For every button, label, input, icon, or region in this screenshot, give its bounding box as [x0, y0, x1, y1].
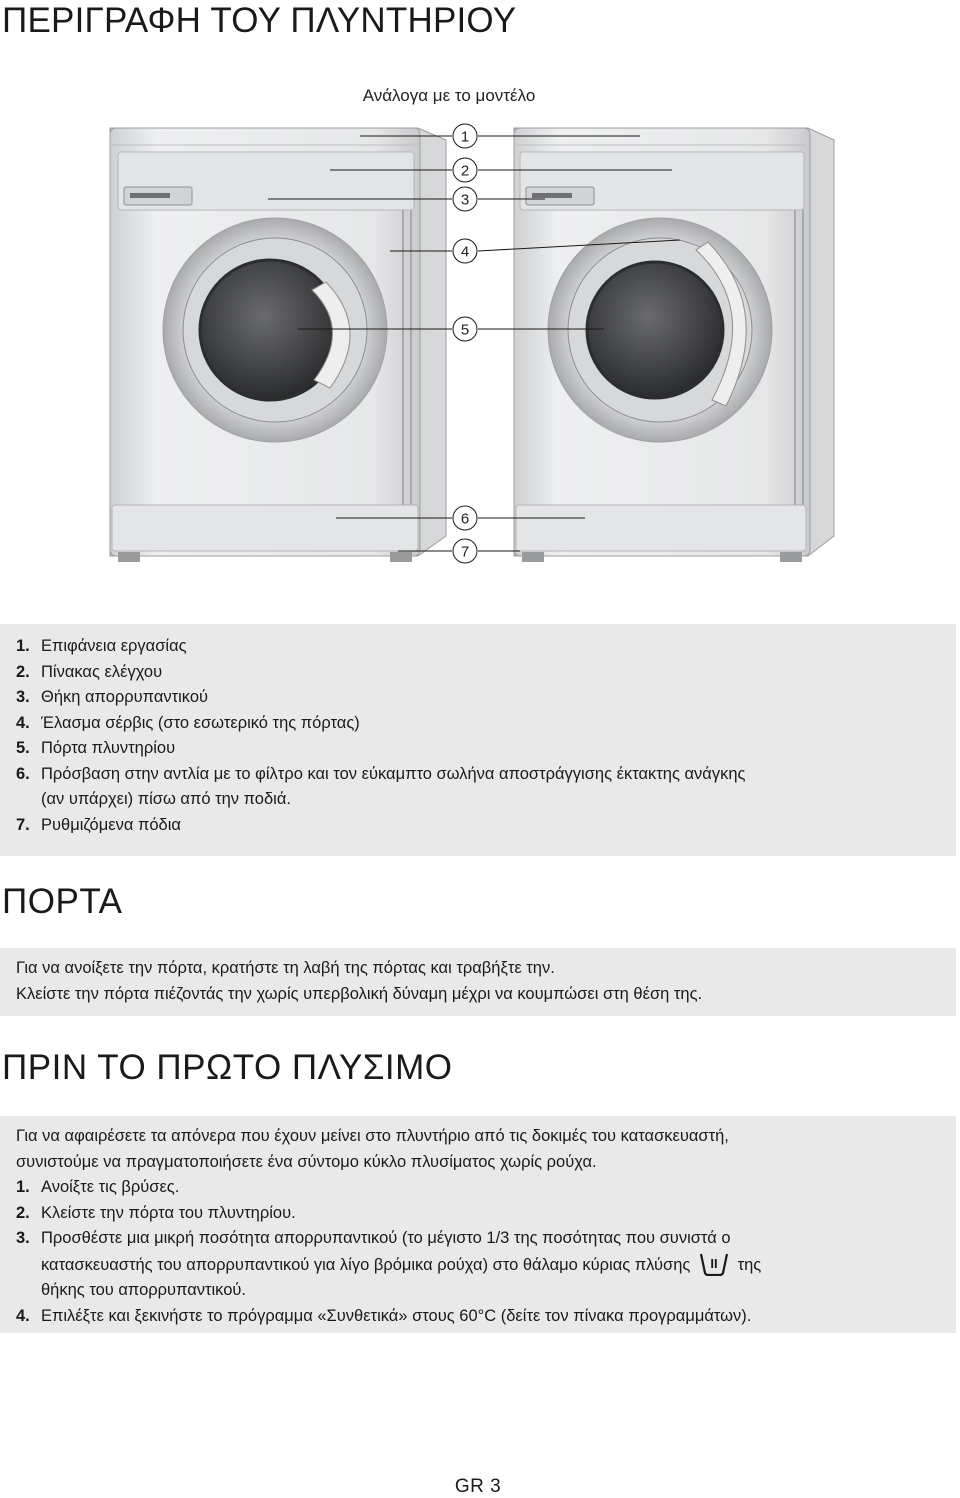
list-item-text: Ρυθμιζόμενα πόδια: [41, 815, 181, 834]
list-item-number: 6.: [16, 764, 30, 783]
washing-machines-illustration: [0, 0, 960, 600]
page-title: ΠΕΡΙΓΡΑΦΗ ΤΟΥ ΠΛΥΝΤΗΡΙΟΥ: [2, 1, 517, 40]
callout-7-label: 7: [460, 543, 470, 561]
washing-machine-right: [514, 128, 834, 562]
list-item-number: 7.: [16, 815, 30, 834]
list-item: [0, 634, 956, 660]
parts-list: [0, 634, 956, 838]
first-wash-box: [0, 1116, 956, 1333]
callout-5: [453, 317, 477, 341]
intro-line: Για να αφαιρέσετε τα απόνερα που έχουν μείνει στο πλυντήριο από τις δοκιμές του κατασκευαστή,: [16, 1127, 729, 1145]
callout-4: [453, 239, 477, 263]
list-item-text: Πόρτα πλυντηρίου: [41, 739, 176, 757]
main-wash-icon-label: II: [710, 1255, 718, 1271]
step-item: [16, 1201, 956, 1227]
step-number: 3.: [16, 1229, 30, 1247]
list-item-number: 2.: [16, 662, 30, 681]
parts-list-box: [0, 624, 956, 856]
callout-2: [453, 158, 477, 182]
step-item: [16, 1175, 956, 1201]
first-wash-content: [0, 1124, 956, 1329]
callout-7: [453, 539, 477, 563]
callout-3: [453, 187, 477, 211]
list-item-text: Έλασμα σέρβις (στο εσωτερικό της πόρτας): [41, 713, 360, 732]
list-item-text-continued: (αν υπάρχει) πίσω από την ποδιά.: [41, 790, 291, 808]
list-item: [0, 813, 956, 839]
illustration-caption: Ανάλογα με το μοντέλο: [362, 86, 536, 105]
step-item: [16, 1304, 956, 1330]
step-number: 2.: [16, 1203, 30, 1222]
first-wash-steps: [16, 1175, 956, 1329]
list-item-number: 1.: [16, 637, 30, 655]
step-number: 4.: [16, 1306, 30, 1325]
callout-1: [453, 124, 477, 148]
step-text: θήκης του απορρυπαντικού.: [41, 1281, 247, 1299]
washing-machine-left: [110, 128, 446, 562]
step-item: [16, 1226, 956, 1304]
list-item-number: 3.: [16, 688, 30, 706]
list-item: [0, 660, 956, 686]
door-instruction-line: Κλείστε την πόρτα πιέζοντάς την χωρίς υπερβολική δύναμη μέχρι να κουμπώσει στη θέση της.: [16, 984, 703, 1003]
list-item-text: Θήκη απορρυπαντικού: [41, 688, 209, 706]
step-text: της: [737, 1255, 762, 1274]
door-instructions-box: [0, 948, 956, 1016]
step-text: Κλείστε την πόρτα του πλυντηρίου.: [41, 1203, 296, 1222]
list-item-number: 4.: [16, 713, 30, 732]
callout-6: [453, 506, 477, 530]
list-item-text: Πρόσβαση στην αντλία με το φίλτρο και τον εύκαμπτο σωλήνα αποστράγγισης έκτακτης ανάγκης: [41, 764, 746, 783]
list-item-text: Πίνακας ελέγχου: [41, 662, 163, 681]
callout-2-label: 2: [460, 162, 470, 180]
list-item: [0, 685, 956, 711]
door-instructions: [0, 956, 956, 1007]
main-wash-icon: [699, 1252, 729, 1276]
list-item: [0, 711, 956, 737]
page-number: GR 3: [454, 1476, 502, 1497]
callout-5-label: 5: [460, 321, 470, 339]
callout-3-label: 3: [460, 191, 470, 209]
step-text: κατασκευαστής του απορρυπαντικού για λίγο βρόμικα ρούχα) στο θάλαμο κύριας πλύσης: [41, 1255, 691, 1274]
callout-6-label: 6: [460, 510, 470, 528]
door-section-title: ΠΟΡΤΑ: [2, 882, 123, 921]
door-instruction-line: Για να ανοίξετε την πόρτα, κρατήστε τη λαβή της πόρτας και τραβήξτε την.: [16, 959, 555, 977]
callout-1-label: 1: [460, 128, 470, 146]
list-item-text: Επιφάνεια εργασίας: [41, 637, 187, 655]
step-text: Προσθέστε μια μικρή ποσότητα απορρυπαντικού (το μέγιστο 1/3 της ποσότητας που συνιστά ο: [41, 1229, 731, 1247]
list-item: [0, 762, 956, 813]
step-text: Επιλέξτε και ξεκινήστε το πρόγραμμα «Συνθετικά» στους 60°C (δείτε τον πίνακα προγραμμάτων).: [41, 1306, 752, 1325]
first-wash-section-title: ΠΡΙΝ ΤΟ ΠΡΩΤΟ ΠΛΥΣΙΜΟ: [2, 1048, 453, 1087]
list-item: [0, 736, 956, 762]
step-number: 1.: [16, 1178, 30, 1196]
intro-line: συνιστούμε να πραγματοποιήσετε ένα σύντομο κύκλο πλυσίματος χωρίς ρούχα.: [16, 1152, 597, 1171]
list-item-number: 5.: [16, 739, 30, 757]
step-text: Ανοίξτε τις βρύσες.: [41, 1178, 180, 1196]
callout-4-label: 4: [460, 243, 470, 261]
